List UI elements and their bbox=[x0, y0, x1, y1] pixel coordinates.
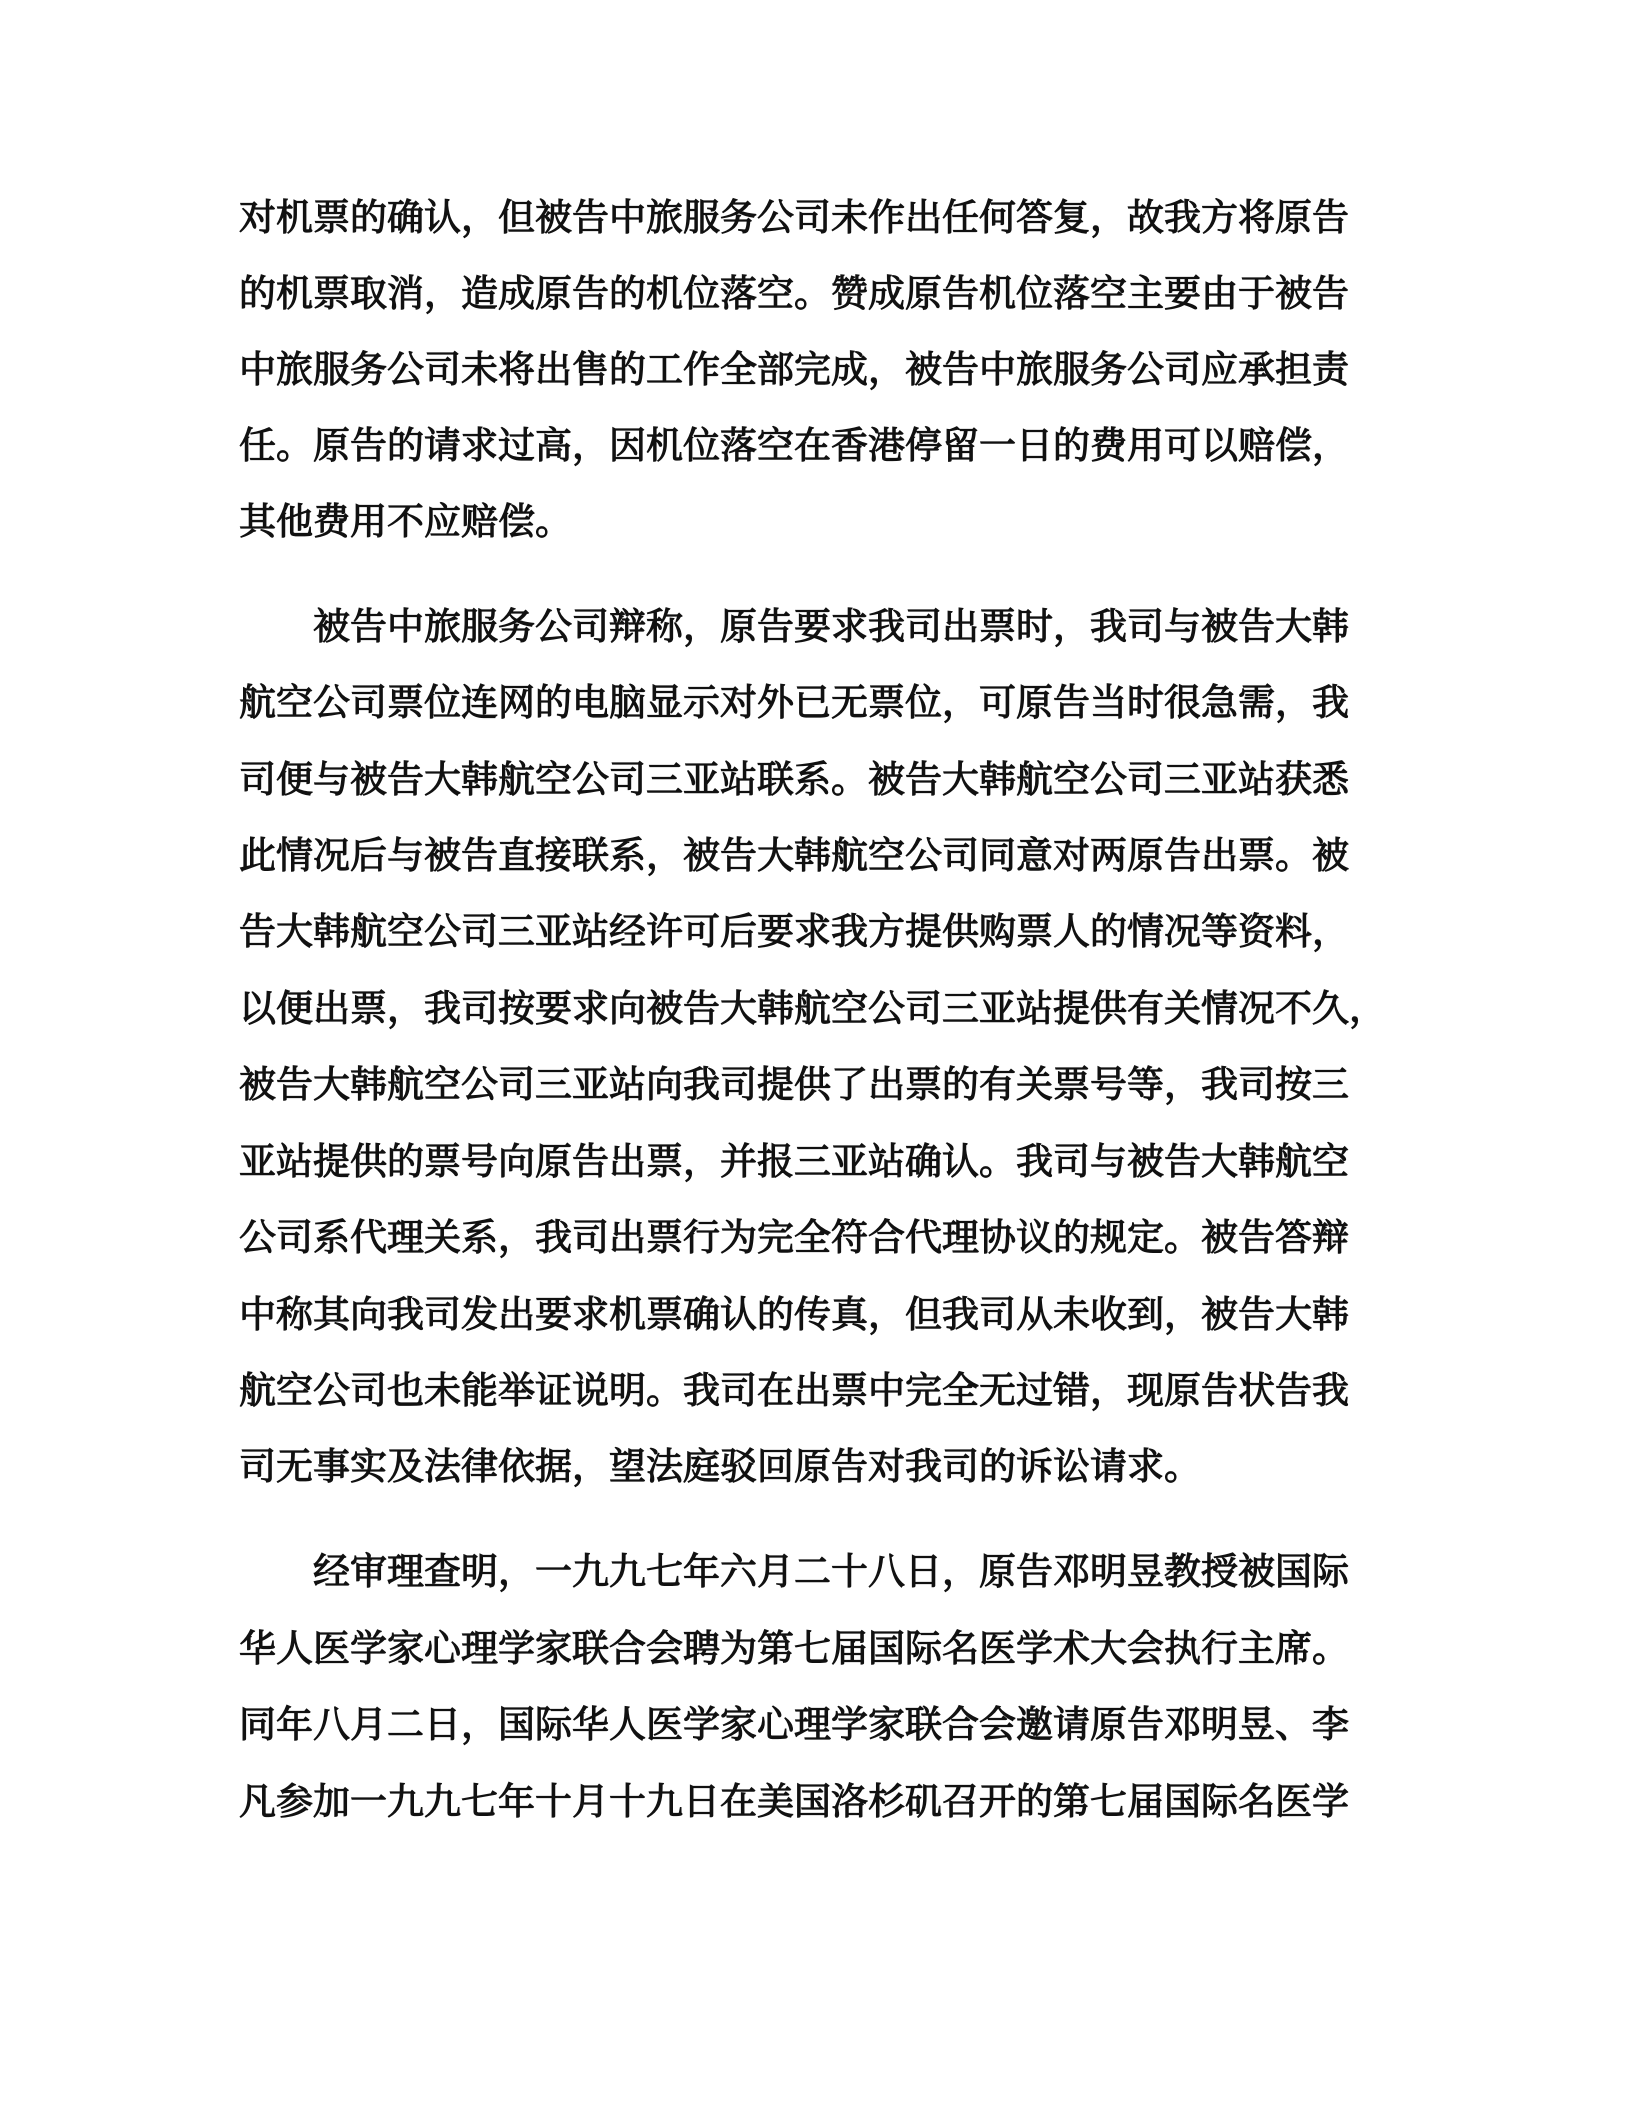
text-line: 的机票取消，造成原告的机位落空。赞成原告机位落空主要由于被告 bbox=[239, 272, 1349, 315]
text-line: 亚站提供的票号向原告出票，并报三亚站确认。我司与被告大韩航空 bbox=[239, 1140, 1349, 1183]
text-line: 告大韩航空公司三亚站经许可后要求我方提供购票人的情况等资料， bbox=[239, 910, 1349, 953]
text-line: 中旅服务公司未将出售的工作全部完成，被告中旅服务公司应承担责 bbox=[239, 348, 1349, 391]
text-line: 同年八月二日，国际华人医学家心理学家联合会邀请原告邓明昱、李 bbox=[239, 1703, 1349, 1746]
text-line: 航空公司票位连网的电脑显示对外已无票位，可原告当时很急需，我 bbox=[239, 681, 1349, 724]
text-line: 任。原告的请求过高，因机位落空在香港停留一日的费用可以赔偿， bbox=[239, 424, 1349, 467]
text-line: 对机票的确认，但被告中旅服务公司未作出任何答复，故我方将原告 bbox=[239, 196, 1349, 239]
text-line: 司无事实及法律依据，望法庭驳回原告对我司的诉讼请求。 bbox=[239, 1445, 1201, 1488]
text-line: 航空公司也未能举证说明。我司在出票中完全无过错，现原告状告我 bbox=[239, 1369, 1349, 1412]
text-line: 凡参加一九九七年十月十九日在美国洛杉矶召开的第七届国际名医学 bbox=[239, 1780, 1349, 1823]
text-line: 被告大韩航空公司三亚站向我司提供了出票的有关票号等，我司按三 bbox=[239, 1063, 1349, 1106]
text-line: 以便出票，我司按要求向被告大韩航空公司三亚站提供有关情况不久， bbox=[239, 987, 1386, 1030]
text-line: 中称其向我司发出要求机票确认的传真，但我司从未收到，被告大韩 bbox=[239, 1293, 1349, 1336]
text-line: 被告中旅服务公司辩称，原告要求我司出票时，我司与被告大韩 bbox=[313, 605, 1349, 648]
text-line: 其他费用不应赔偿。 bbox=[239, 500, 572, 543]
text-line: 经审理查明，一九九七年六月二十八日，原告邓明昱教授被国际 bbox=[313, 1550, 1349, 1593]
text-line: 此情况后与被告直接联系，被告大韩航空公司同意对两原告出票。被 bbox=[239, 834, 1349, 877]
text-line: 公司系代理关系，我司出票行为完全符合代理协议的规定。被告答辩 bbox=[239, 1216, 1349, 1259]
text-line: 司便与被告大韩航空公司三亚站联系。被告大韩航空公司三亚站获悉 bbox=[239, 758, 1349, 801]
text-line: 华人医学家心理学家联合会聘为第七届国际名医学术大会执行主席。 bbox=[239, 1627, 1349, 1670]
